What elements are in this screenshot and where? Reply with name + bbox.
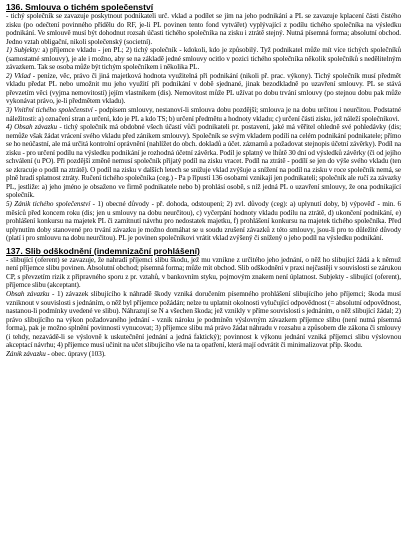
paragraph-label: Obsah závazku [6,289,50,298]
paragraph-137-obsah [6,290,401,350]
paragraph-label: Zánik závazku [6,349,46,358]
paragraph-label: 5) Zánik tichého společenství [6,200,91,209]
paragraph-text: a) příjemce vkladu - jen PL; 2) tichý společník - kdokoli, kdo je způsobilý. Tyž podnikatel může mít více tichých společníků (samostatné smlouvy), je ale i možno, aby se na základě jedné smlouvy ocitlo v pozici tichého společníka několik společníků s nedělitelným závazkem. Tak se osoba může být tichým společníkem i několika PL. [6,46,401,72]
paragraph-text: - podpisem smlouvy, nestanoví-li smlouva dobu pozdější; smlouva je na dobu určitou i neurčitou. Podstatné náležitosti: a) označení stran a určení, kdo je PL a kdo TS; b) určení předmětu a hodnoty vkladu; c) určení části zisku, jež náleží společníkovi. [6,106,401,123]
paragraph-text: - obec. úpravy (103). [47,349,106,358]
paragraph-text: - 1) obecné důvody - př. dohoda, odstoupení; 2) zvl. důvody (ceg): a) uplynutí doby, b) výpověď - min. 6 měsíců před koncem roku (dis; jen u smlouvy na dobu neurčitou), c) vyčerpání hodnoty vkladu podílu na ztrátě, d) ukončení podnikání, e) prohlášení konkursu na majetek PL či zamítnutí návrhu pro nedostatek majetku, f) prohlášení konkursu na majetek tichého společníka. Před uplynutím doby stanovené pro trvání závazku je možno domáhat se u soudu zrušení závazků z této smlouvy, jsou-li pro to důležité důvody (platí i pro smlouvu na dobu neurčitou). PL je povinen společníkovi vrátit vklad zvýšený či snížený o jeho podíl na výsledku podnikání. [6,200,401,243]
paragraph-label: 2) Vklad [6,71,31,80]
section-title-136: 136. Smlouva o tichém společenství [6,2,154,12]
paragraph-label: 4) Obsah závazku [6,123,58,132]
paragraph-137-zanik [6,350,401,359]
paragraph-136-vznik [6,106,401,123]
paragraph-136-intro [6,12,401,46]
paragraph-text: - peníze, věc, právo či jiná majetková hodnota využitelná při podnikání (nikoli př. prac. výkony). Tichý společník musí předmět vkladu předat PL nebo umožnit mu jeho využití při podnikání v době sjednané, jinak bezodkladně po uzavření smlouvy. PL se stává převzetím věci (vyjma nemovitostí) jejím vlastníkem (dis). Nemovitost může PL užívat po dobu trvání smlouvy (po stejnou dobu pak může vykonávat právo, je-li předmětem vkladu). [6,71,401,106]
paragraph-label: 1) Subjekty: [6,46,41,55]
paragraph-137-intro [6,256,401,290]
paragraph-label: 3) Vnitřní tichého společenství [6,106,93,115]
paragraph-text: - slibující (oferent) se zavazuje, že nahradí příjemci slibu škodu, jež mu vznikne z určitého jeho jednání, o něž ho slibující žádá a k němuž není příjemce slibu povinen. Absolutní obchod; písemná forma; může mít obchod. Slib odškodnění v praxi nejčastěji v souvislosti se zárukou CP, s převzetím rizik z připravného sporu z pr. vztahů, v bankovním styku, pojmovým znakem není úplatnost. Subjekty - slibující (oferent), příjemce slibu (akceptant). [6,255,401,290]
paragraph-text: - 1) závazek slibujícího k náhradě škody vzniká doručením písemného prohlášení slibujícího jeho příjemci; škoda musí vzniknout v souvislosti s jednáním, o něž byl příjemce požádán; nelze tu uplatnit okolnosti vylučující odpovědnost (= absolutní odpovědnost, nastanou-li podmínky uvedené ve slibu). Náhrazují se N a všechen škoda; jež vznikly v příme souvislosti s jednáním, o něž slibující žádal; 2) právo slibujícího na výkon požadovaného jednání - vznik nároku je podmíněn výslovným závazkem příjemce slibu (není nutná písemná forma), pak je možno splnění povinnosti vynucovat; 3) příjemce slibu má právo žádat náhradu v rozsahu a způsobem dle zákona či smlouvy (i tehdy, nezavádě-li se výslovně k uskutečnění jednání a jedná faktický); povinnost k výkonu jednání vzniká příjemci slibu výslovnou akceptací návrhu; 4) příjemce musí učinit na učet slibujícího vše na ta opatření, která mají odvrátit či minimalizovat příp. škodu. [6,289,401,350]
paragraph-text: - tichý společník má obdobné všech účastí vůči podnikateli pr. postavení, jaké má věřitel ohledně své pohledávky (dis; nemůže však žádat vrácení svého vkladu před zánikem smlouvy). Společník se svým vkladem podílí na celém podnikání podnikatele; přímo se ho neúčastní, ale má určitá kontrolní oprávnění (nahlížet do obch. dokladů a účet. záznamů a požadovat stejnopis účetní závěrky). Podíl na zisku - pro určení podílu na výsledku podnikání je rozhodná účetní závěrka. Podíl je splatný ve lhůtě 30 dní od výsledků závěrky (či od jejího schválení (u PO). Při pozdější změně nemusí společník přijatý podíl na zisku vracet. Podíl na ztrátě - podílí se jen do výše svého vkladu (ten se zkracuje o podíl na ztrátě). O podíl na zisku v dalších letech se snižuje vklad zvýšuje a snížení na podíl na zisku v roce společník nemá, se plně hradí splatnost ztráty. Ručení tichého společníka (ceg.) - Pa p řípustí 136 osobami vznikají jen podnikateli; společník ale ručí za závazky PL, jestliže: a) jeho jméno je obsaženo ve firmě podnikatele nebo b) prohlásí osobě, s níž jedná PL o uzavření smlouvy, že ona podnikající společník. [6,123,401,200]
paragraph-136-subjects [6,46,401,72]
paragraph-text: - tichý společník se zavazuje poskytnout podnikateli urč. vklad a podílet se jím na jeho podnikání a PL se zavazuje kplacení části čistého zisku (po odečtení povinného přídělu do RF, je-li PL povinen tento fond vytvářet) vyplývající z podílu tichého společníka na výsledku podnikání. Ve smlouvě musí být dohodnut rozsah účasti tichého společníka na zisku i ztrátě stejný. Nutná písemná forma; absolutní obchod. Jedno vztah obligační, nikoli společenský (societní). [6,12,401,46]
section-title-137: 137. Slib odškodnění (indemnizační prohlášení) [6,245,200,256]
paragraph-136-obsah [6,123,401,200]
paragraph-136-vklad [6,72,401,106]
paragraph-136-zanik [6,200,401,243]
